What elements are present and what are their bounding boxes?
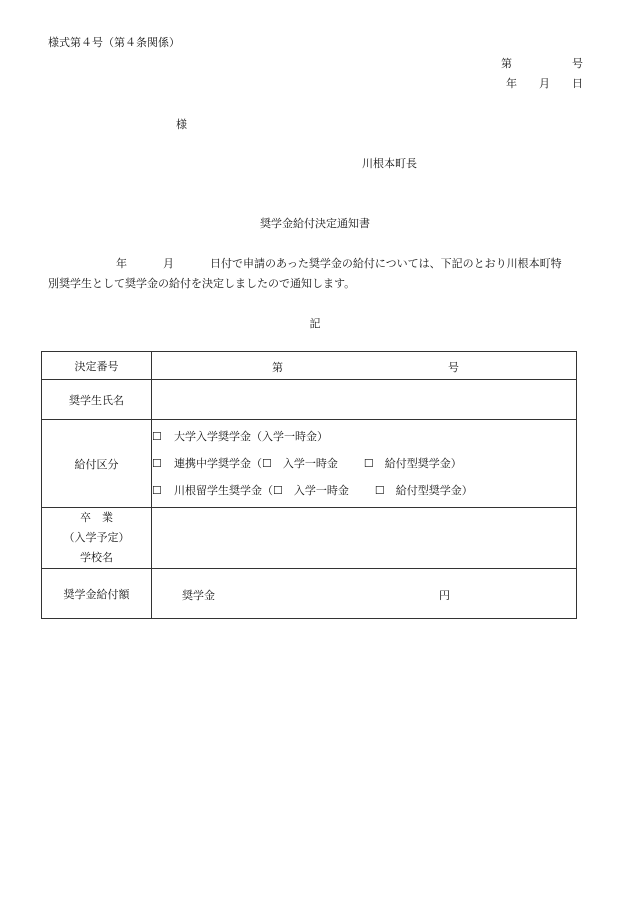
category-label: 給付区分 (42, 420, 152, 508)
school-label: 卒 業 （入学予定） 学校名 (42, 508, 152, 569)
decision-number-label: 決定番号 (42, 352, 152, 380)
ki-heading: 記 (309, 317, 321, 330)
option-university: ☐ 大学入学奨学金（入学一時金） (152, 423, 576, 450)
document-title: 奨学金給付決定通知書 (260, 217, 370, 230)
date-day: 日 (572, 77, 583, 90)
decision-number-field (152, 352, 577, 380)
school-field (152, 508, 577, 569)
scholarship-table (41, 351, 577, 619)
category-options (152, 420, 577, 508)
amount-prefix: 奨学金 (182, 589, 215, 602)
table-row-decision-number (42, 352, 577, 380)
form-number: 様式第４号（第４条関係） (48, 36, 180, 49)
addressee: 様 (176, 118, 187, 131)
date-year: 年 (506, 77, 517, 90)
issuer: 川根本町長 (362, 157, 417, 170)
body-line-2: 別奨学生として奨学金の給付を決定しましたので通知します。 (48, 277, 356, 290)
body-text (48, 254, 588, 294)
decision-go: 号 (448, 361, 459, 374)
reference-go: 号 (572, 57, 583, 70)
table-row-category (42, 420, 577, 508)
table-row-school (42, 508, 577, 569)
checkbox-icon: ☐ (152, 484, 162, 497)
amount-field (152, 569, 577, 619)
student-name-field (152, 380, 577, 420)
issue-date (506, 75, 583, 91)
body-line-1: 年 月 日付で申請のあった奨学金の給付については、下記のとおり川根本町特 (116, 257, 562, 270)
option-study-abroad: ☐ 川根留学生奨学金（☐ 入学一時金 ☐ 給付型奨学金） (152, 477, 576, 504)
option-junior-high: ☐ 連携中学奨学金（☐ 入学一時金 ☐ 給付型奨学金） (152, 450, 576, 477)
checkbox-icon: ☐ (152, 457, 162, 470)
checkbox-icon: ☐ (152, 430, 162, 443)
student-name-label: 奨学生氏名 (42, 380, 152, 420)
date-month: 月 (539, 77, 550, 90)
decision-dai: 第 (272, 361, 283, 374)
reference-number (501, 55, 583, 71)
amount-label: 奨学金給付額 (42, 569, 152, 619)
table-row-student-name (42, 380, 577, 420)
reference-dai: 第 (501, 57, 512, 70)
table-row-amount (42, 569, 577, 619)
amount-unit: 円 (439, 589, 450, 602)
